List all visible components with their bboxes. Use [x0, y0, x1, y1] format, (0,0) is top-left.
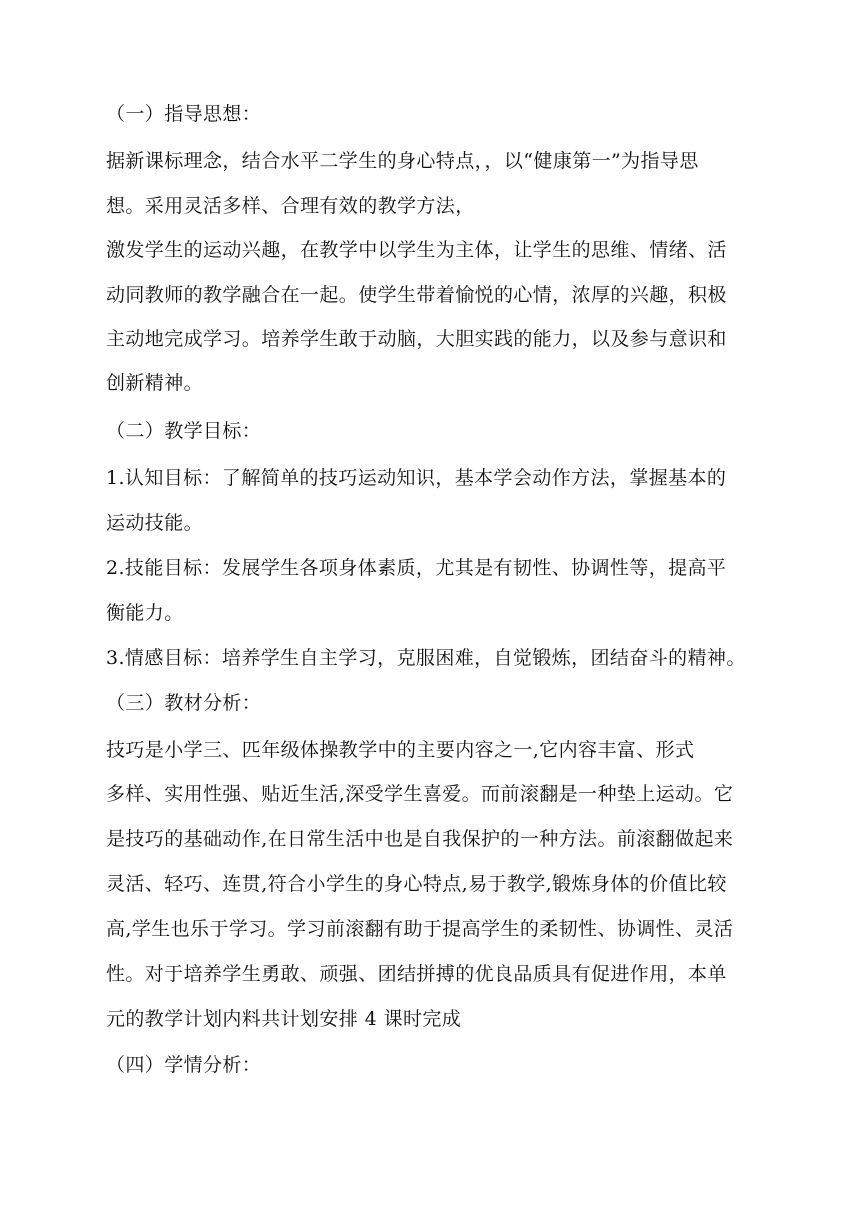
section-heading-teaching-goals: （二）教学目标： [106, 420, 262, 442]
paragraph-line: 激发学生的运动兴趣，在教学中以学生为主体，让学生的思维、情绪、活 [106, 239, 727, 261]
paragraph-line: 想。采用灵活多样、合理有效的教学方法， [106, 195, 475, 217]
paragraph-line: 1.认知目标：了解简单的技巧运动知识，基本学会动作方法，掌握基本的 [106, 467, 727, 489]
paragraph-line: 元的教学计划内料共计划安排 4 课时完成 [106, 1008, 462, 1030]
paragraph-line: 灵活、轻巧、连贯,符合小学生的身心特点,易于教学,锻炼身体的价值比较 [106, 873, 727, 895]
paragraph-line: 多样、实用性强、贴近生活,深受学生喜爱。而前滚翻是一种垫上运动。它 [106, 783, 734, 805]
paragraph-line: 据新课标理念，结合水平二学生的身心特点，，以“健康第一”为指导思 [106, 150, 699, 172]
paragraph-line: 衡能力。 [106, 602, 184, 624]
paragraph-line: 是技巧的基础动作,在日常生活中也是自我保护的一种方法。前滚翻做起来 [106, 828, 734, 850]
paragraph-line: 3.情感目标：培养学生自主学习，克服困难，自觉锻炼，团结奋斗的精神。 [106, 647, 746, 669]
paragraph-line: 创新精神。 [106, 372, 204, 394]
section-heading-guiding-ideology: （一）指导思想： [106, 103, 262, 125]
section-heading-material-analysis: （三）教材分析： [106, 692, 262, 714]
paragraph-line: 2.技能目标：发展学生各项身体素质，尤其是有韧性、协调性等，提高平 [106, 557, 727, 579]
paragraph-line: 动同教师的教学融合在一起。使学生带着愉悦的心情，浓厚的兴趣，积极 [106, 284, 727, 306]
paragraph-line: 高,学生也乐于学习。学习前滚翻有助于提高学生的柔韧性、协调性、灵活 [106, 918, 734, 940]
paragraph-line: 技巧是小学三、匹年级体操教学中的主要内容之一,它内容丰富、形式 [106, 739, 695, 761]
paragraph-line: 主动地完成学习。培养学生敢于动脑，大胆实践的能力，以及参与意识和 [106, 328, 727, 350]
paragraph-line: 性。对于培养学生勇敢、顽强、团结拼搏的优良品质具有促进作用，本单 [106, 963, 727, 985]
paragraph-line: 运动技能。 [106, 512, 204, 534]
section-heading-student-analysis: （四）学情分析： [106, 1054, 262, 1076]
